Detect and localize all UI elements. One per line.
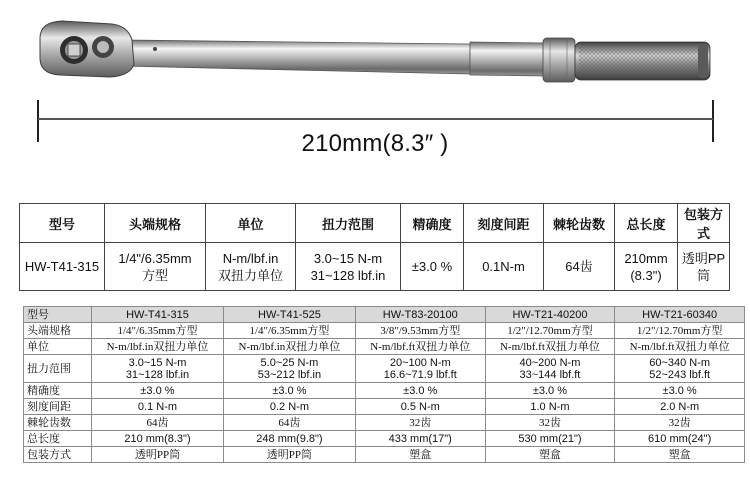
spec-text: (8.3") — [630, 267, 662, 283]
compare-text: 5.0~25 N-m — [260, 356, 319, 369]
compare-cell — [223, 355, 355, 383]
spec-header-scale: 刻度间距 — [464, 204, 544, 243]
spec-header-range: 扭力范围 — [296, 204, 401, 243]
compare-cell: N-m/lbf.in双扭力单位 — [223, 339, 355, 355]
compare-cell: ±3.0 % — [615, 383, 745, 399]
compare-row-label: 型号 — [24, 307, 92, 323]
spec-cell-head — [105, 243, 206, 291]
compare-row-label: 头端规格 — [24, 323, 92, 339]
spec-header-length: 总长度 — [615, 204, 678, 243]
compare-cell: 0.5 N-m — [355, 399, 485, 415]
compare-cell: N-m/lbf.ft双扭力单位 — [615, 339, 745, 355]
compare-cell: ±3.0 % — [485, 383, 615, 399]
spec-cell-length — [615, 243, 678, 291]
compare-row — [24, 399, 745, 415]
compare-cell — [485, 355, 615, 383]
spec-table — [19, 203, 730, 291]
compare-cell — [92, 355, 224, 383]
compare-cell: 248 mm(9.8") — [223, 431, 355, 447]
compare-cell: 1.0 N-m — [485, 399, 615, 415]
compare-model: HW-T21-40200 — [485, 307, 615, 323]
spec-text: 方型 — [141, 267, 168, 283]
compare-row — [24, 323, 745, 339]
compare-cell: 1/4"/6.35mm方型 — [92, 323, 224, 339]
spec-text: 210mm — [624, 250, 668, 266]
compare-cell: 64齿 — [223, 415, 355, 431]
spec-text: 31~128 lbf.in — [310, 267, 386, 283]
spec-text: HW-T41-315 — [24, 259, 100, 274]
compare-cell: 1/2"/12.70mm方型 — [485, 323, 615, 339]
spec-text: 64齿 — [565, 259, 593, 274]
compare-row — [24, 339, 745, 355]
compare-text: 40~200 N-m — [519, 356, 581, 369]
compare-cell — [615, 355, 745, 383]
compare-cell: 塑盒 — [355, 447, 485, 463]
dimension-label: 210mm(8.3″ ) — [301, 130, 449, 157]
compare-row-label: 总长度 — [24, 431, 92, 447]
spec-header-teeth: 棘轮齿数 — [544, 204, 615, 243]
compare-text: 31~128 lbf.in — [125, 368, 190, 381]
compare-cell: 433 mm(17") — [355, 431, 485, 447]
spec-header-head: 头端规格 — [105, 204, 206, 243]
compare-row-label: 精确度 — [24, 383, 92, 399]
spec-header-unit: 单位 — [206, 204, 296, 243]
compare-row — [24, 431, 745, 447]
compare-cell: 0.2 N-m — [223, 399, 355, 415]
compare-cell: ±3.0 % — [223, 383, 355, 399]
spec-cell-package — [678, 243, 730, 291]
compare-cell: 3/8"/9.53mm方型 — [355, 323, 485, 339]
compare-model: HW-T41-315 — [92, 307, 224, 323]
spec-text: 3.0~15 N-m — [313, 250, 383, 266]
compare-text: 52~243 lbf.ft — [649, 368, 711, 381]
dimension-line — [38, 118, 713, 120]
torque-wrench-illustration — [0, 0, 750, 105]
compare-cell: N-m/lbf.in双扭力单位 — [92, 339, 224, 355]
spec-header-package: 包装方式 — [678, 204, 730, 243]
compare-text: 33~144 lbf.ft — [519, 368, 581, 381]
compare-model: HW-T83-20100 — [355, 307, 485, 323]
compare-cell: ±3.0 % — [92, 383, 224, 399]
compare-row-label: 单位 — [24, 339, 92, 355]
compare-cell: 2.0 N-m — [615, 399, 745, 415]
compare-cell: 32齿 — [485, 415, 615, 431]
compare-model: HW-T41-525 — [223, 307, 355, 323]
compare-row — [24, 383, 745, 399]
compare-text: 16.6~71.9 lbf.ft — [383, 368, 457, 381]
spec-text: 1/4"/6.35mm — [118, 250, 192, 266]
compare-cell: 透明PP筒 — [223, 447, 355, 463]
spec-header-accuracy: 精确度 — [401, 204, 464, 243]
compare-cell: 210 mm(8.3") — [92, 431, 224, 447]
compare-cell: 32齿 — [355, 415, 485, 431]
compare-row-label: 棘轮齿数 — [24, 415, 92, 431]
compare-text: 3.0~15 N-m — [128, 356, 187, 369]
compare-row — [24, 355, 745, 383]
compare-cell: ±3.0 % — [355, 383, 485, 399]
spec-text: ±3.0 % — [411, 259, 453, 274]
compare-row-label: 刻度间距 — [24, 399, 92, 415]
spec-header-row — [20, 204, 730, 243]
spec-text: 双扭力单位 — [217, 267, 283, 283]
compare-cell: 32齿 — [615, 415, 745, 431]
compare-cell: 530 mm(21") — [485, 431, 615, 447]
compare-cell: 64齿 — [92, 415, 224, 431]
spec-text: 透明PP筒 — [681, 250, 726, 283]
spec-header-model: 型号 — [20, 204, 105, 243]
spec-cell-unit — [206, 243, 296, 291]
spec-cell-range — [296, 243, 401, 291]
compare-cell: 1/2"/12.70mm方型 — [615, 323, 745, 339]
compare-row — [24, 415, 745, 431]
spec-data-row — [20, 243, 730, 291]
compare-row — [24, 447, 745, 463]
compare-row-label: 包装方式 — [24, 447, 92, 463]
spec-cell-accuracy — [401, 243, 464, 291]
spec-text: N-m/lbf.in — [222, 250, 279, 266]
spec-cell-teeth — [544, 243, 615, 291]
compare-row-label: 扭力范围 — [24, 355, 92, 383]
wrench-image — [0, 0, 750, 105]
compare-cell: 1/4"/6.35mm方型 — [223, 323, 355, 339]
spec-text: 0.1N-m — [482, 259, 525, 274]
compare-cell: N-m/lbf.ft双扭力单位 — [355, 339, 485, 355]
compare-cell: 塑盒 — [485, 447, 615, 463]
compare-text: 20~100 N-m — [389, 356, 451, 369]
compare-cell: 610 mm(24") — [615, 431, 745, 447]
compare-text: 53~212 lbf.in — [257, 368, 322, 381]
compare-cell: 0.1 N-m — [92, 399, 224, 415]
compare-table — [23, 306, 745, 463]
compare-cell: 塑盒 — [615, 447, 745, 463]
compare-cell: 透明PP筒 — [92, 447, 224, 463]
compare-cell: N-m/lbf.ft双扭力单位 — [485, 339, 615, 355]
compare-cell — [355, 355, 485, 383]
compare-text: 60~340 N-m — [649, 356, 711, 369]
compare-header-row — [24, 307, 745, 323]
spec-cell-model — [20, 243, 105, 291]
compare-model: HW-T21-60340 — [615, 307, 745, 323]
spec-cell-scale — [464, 243, 544, 291]
